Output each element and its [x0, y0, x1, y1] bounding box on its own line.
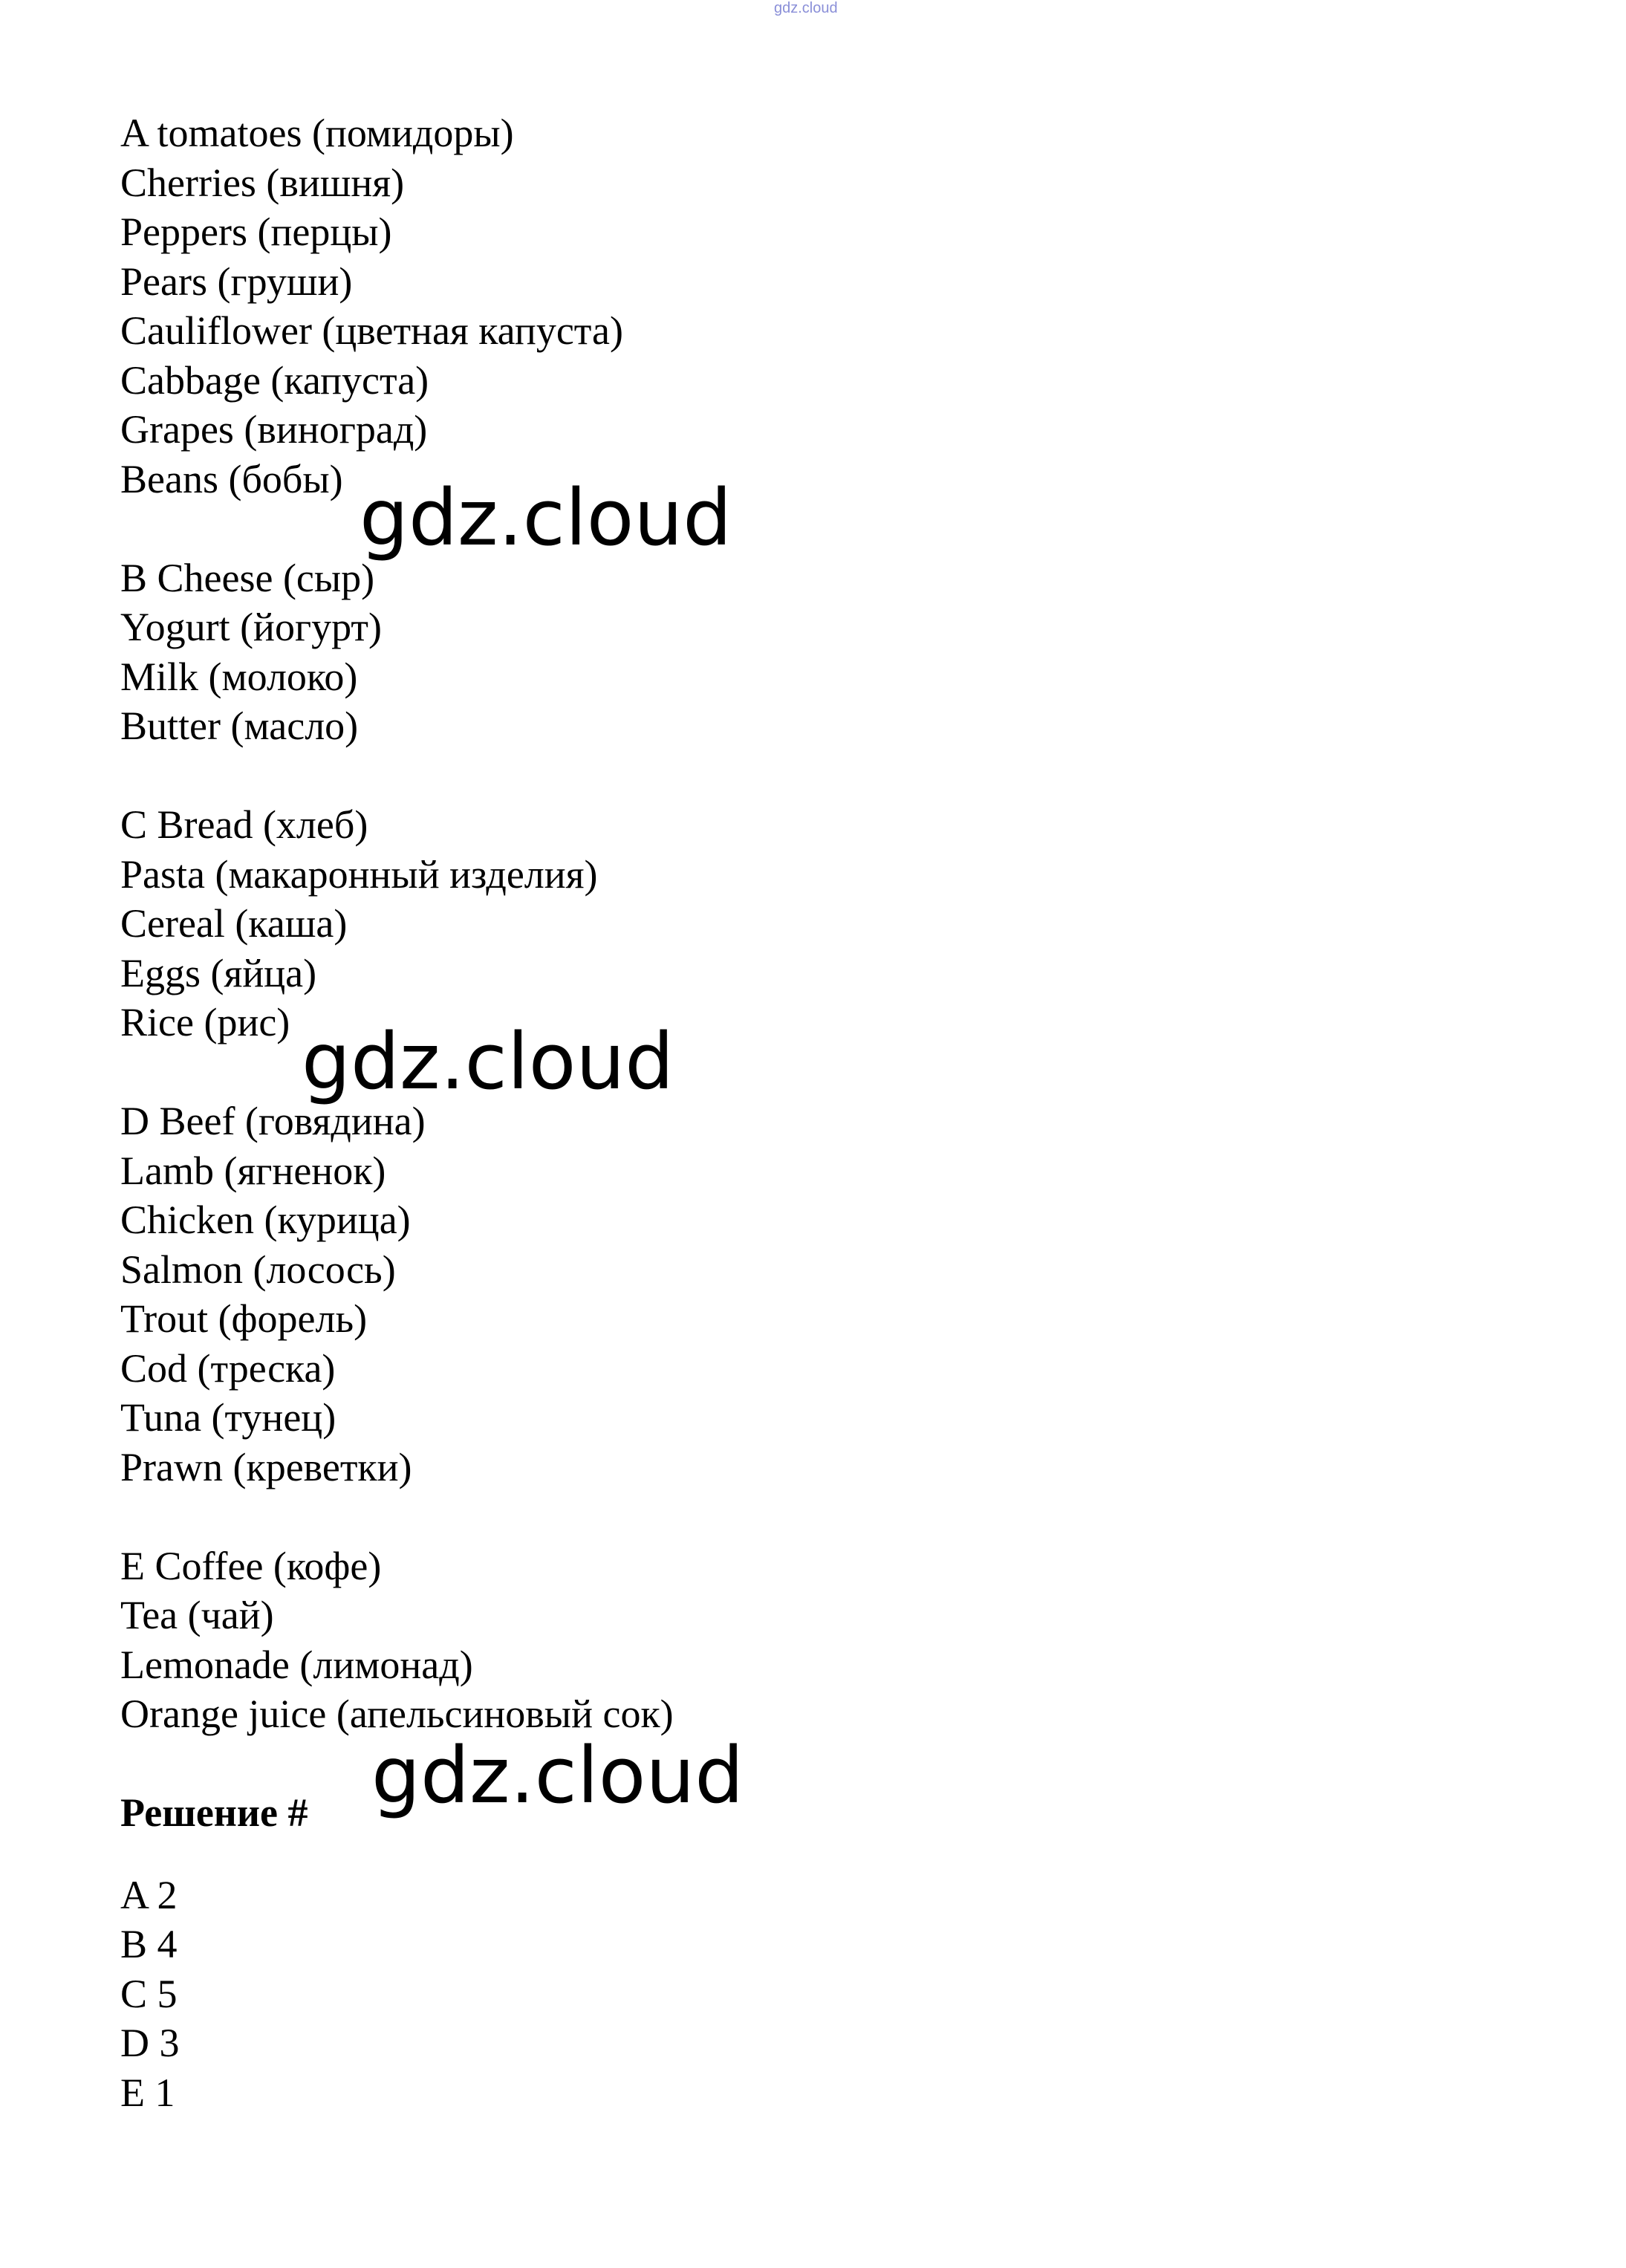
- list-item: Cherries (вишня): [120, 160, 405, 205]
- list-item: Tea (чай): [120, 1593, 274, 1637]
- list-item: Grapes (виноград): [120, 407, 428, 452]
- list-item: Orange juice (апельсиновый сок): [120, 1692, 674, 1736]
- list-item: Lamb (ягненок): [120, 1148, 386, 1193]
- group-b: [120, 553, 1532, 751]
- list-item: Cabbage (капуста): [120, 357, 429, 403]
- answer-item: A 2: [120, 1872, 178, 1917]
- watermark: gdz.cloud: [360, 472, 732, 563]
- list-item: Tuna (тунец): [120, 1395, 336, 1440]
- watermark: gdz.cloud: [302, 1016, 674, 1107]
- answer-item: D 3: [120, 2021, 180, 2065]
- list-item: Trout (форель): [120, 1296, 368, 1341]
- list-item: Pasta (макаронный изделия): [120, 851, 598, 897]
- document-body: [120, 108, 1532, 2117]
- header-watermark: gdz.cloud: [774, 0, 838, 16]
- list-item: A tomatoes (помидоры): [120, 111, 514, 155]
- answer-item: E 1: [120, 2070, 175, 2115]
- list-item: Eggs (яйца): [120, 950, 317, 995]
- answer-item: C 5: [120, 1971, 178, 2016]
- list-item: C Bread (хлеб): [120, 802, 368, 847]
- watermark: gdz.cloud: [371, 1730, 744, 1821]
- group-d: [120, 1096, 1532, 1492]
- list-item: Peppers (перцы): [120, 209, 392, 254]
- solution-answers: [120, 1871, 1532, 2118]
- list-item: Cauliflower (цветная капуста): [120, 308, 624, 353]
- list-item: Lemonade (лимонад): [120, 1642, 473, 1687]
- list-item: Pears (груши): [120, 259, 353, 304]
- list-item: D Beef (говядина): [120, 1099, 426, 1143]
- group-c: [120, 800, 1532, 1047]
- solution-heading: Решение #: [120, 1790, 308, 1835]
- list-item: Beans (бобы): [120, 456, 343, 501]
- list-item: B Cheese (сыр): [120, 555, 375, 600]
- list-item: Cereal (каша): [120, 901, 348, 946]
- list-item: Rice (рис): [120, 1000, 290, 1044]
- list-item: Salmon (лосось): [120, 1247, 396, 1292]
- list-item: Chicken (курица): [120, 1198, 411, 1242]
- list-item: Cod (треска): [120, 1345, 336, 1391]
- spacer: [120, 751, 1532, 801]
- spacer: [120, 1492, 1532, 1541]
- spacer: [120, 1838, 1532, 1871]
- spacer: [120, 1739, 1532, 1789]
- spacer: [120, 504, 1532, 553]
- list-item: E Coffee (кофе): [120, 1543, 382, 1588]
- list-item: Butter (масло): [120, 704, 359, 748]
- list-item: Yogurt (йогурт): [120, 605, 382, 649]
- answer-item: B 4: [120, 1922, 178, 1966]
- list-item: Milk (молоко): [120, 654, 358, 699]
- group-e: [120, 1541, 1532, 1739]
- list-item: Prawn (креветки): [120, 1444, 412, 1489]
- group-a: [120, 108, 1532, 504]
